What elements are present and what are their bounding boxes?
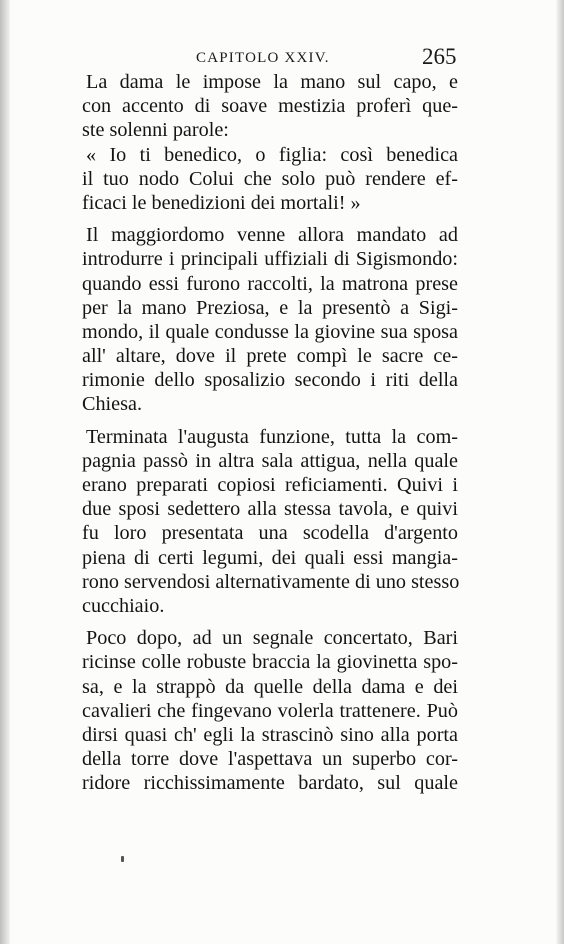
text-line: Il maggiordomo venne allora mandato ad [86, 224, 458, 247]
text-line: cavalieri che fingevano volerla trattenere. Può [82, 699, 458, 722]
text-line: il tuo nodo Colui che solo può rendere ef- [82, 167, 458, 190]
text-line: La dama le impose la mano sul capo, e [86, 71, 458, 93]
text-line: erano preparati copiosi reficiamenti. Quivi i [82, 474, 458, 496]
text-line: rimonie dello sposalizio secondo i riti della [82, 369, 458, 392]
running-head: CAPITOLO XXIV. [196, 50, 330, 66]
paragraph [82, 223, 458, 417]
text-line: fu loro presentata una scodella d'argento [82, 522, 458, 545]
paragraph [82, 425, 458, 619]
text-line: « Io ti benedico, o figlia: così benedica [86, 143, 458, 166]
text-line: mondo, il quale condusse la giovine sua sposa [82, 320, 458, 343]
text-line: all' altare, dove il prete compì le sacre ce- [82, 345, 458, 368]
text-line: Poco dopo, ad un segnale concertato, Bari [86, 627, 458, 650]
body-text [82, 70, 458, 795]
text-line: piena di certi legumi, dei quali essi mangia- [82, 546, 458, 569]
text-line: con accento di soave mestizia proferì que- [82, 95, 458, 118]
text-line: ridore ricchissimamente bardato, sul quale [82, 772, 458, 795]
page-left-edge-shadow [0, 0, 10, 944]
text-line: pagnia passò in altra sala attigua, nella quale [82, 449, 458, 472]
page-right-edge-shadow [556, 0, 564, 944]
text-line: sa, e la strappò da quelle della dama e dei [82, 675, 458, 698]
text-line: introdurre i principali uffiziali di Sigismondo: [82, 248, 458, 271]
text-line: per la mano Preziosa, e la presentò a Sigi- [82, 296, 458, 319]
paragraph [82, 70, 458, 143]
text-line: quando essi furono raccolti, la matrona prese [82, 272, 458, 295]
paragraph [82, 143, 458, 216]
text-line: Chiesa. [82, 393, 142, 416]
text-line: ste solenni parole: [82, 119, 229, 142]
text-line: rono servendosi alternativamente di uno stesso [82, 570, 460, 593]
text-line: cucchiaio. [82, 594, 165, 617]
text-line: ricinse colle robuste braccia la giovinetta spo- [82, 651, 458, 674]
text-line: ficaci le benedizioni dei mortali! » [82, 191, 361, 214]
text-line: due sposi sedettero alla stessa tavola, e quivi [82, 498, 458, 521]
text-line: dirsi quasi ch' egli la strascinò sino alla porta [82, 723, 458, 746]
text-line: Terminata l'augusta funzione, tutta la com- [86, 425, 458, 448]
ink-speck [121, 856, 124, 862]
paragraph [82, 626, 458, 795]
page-number: 265 [422, 44, 457, 69]
text-line: della torre dove l'aspettava un superbo cor- [82, 748, 458, 771]
